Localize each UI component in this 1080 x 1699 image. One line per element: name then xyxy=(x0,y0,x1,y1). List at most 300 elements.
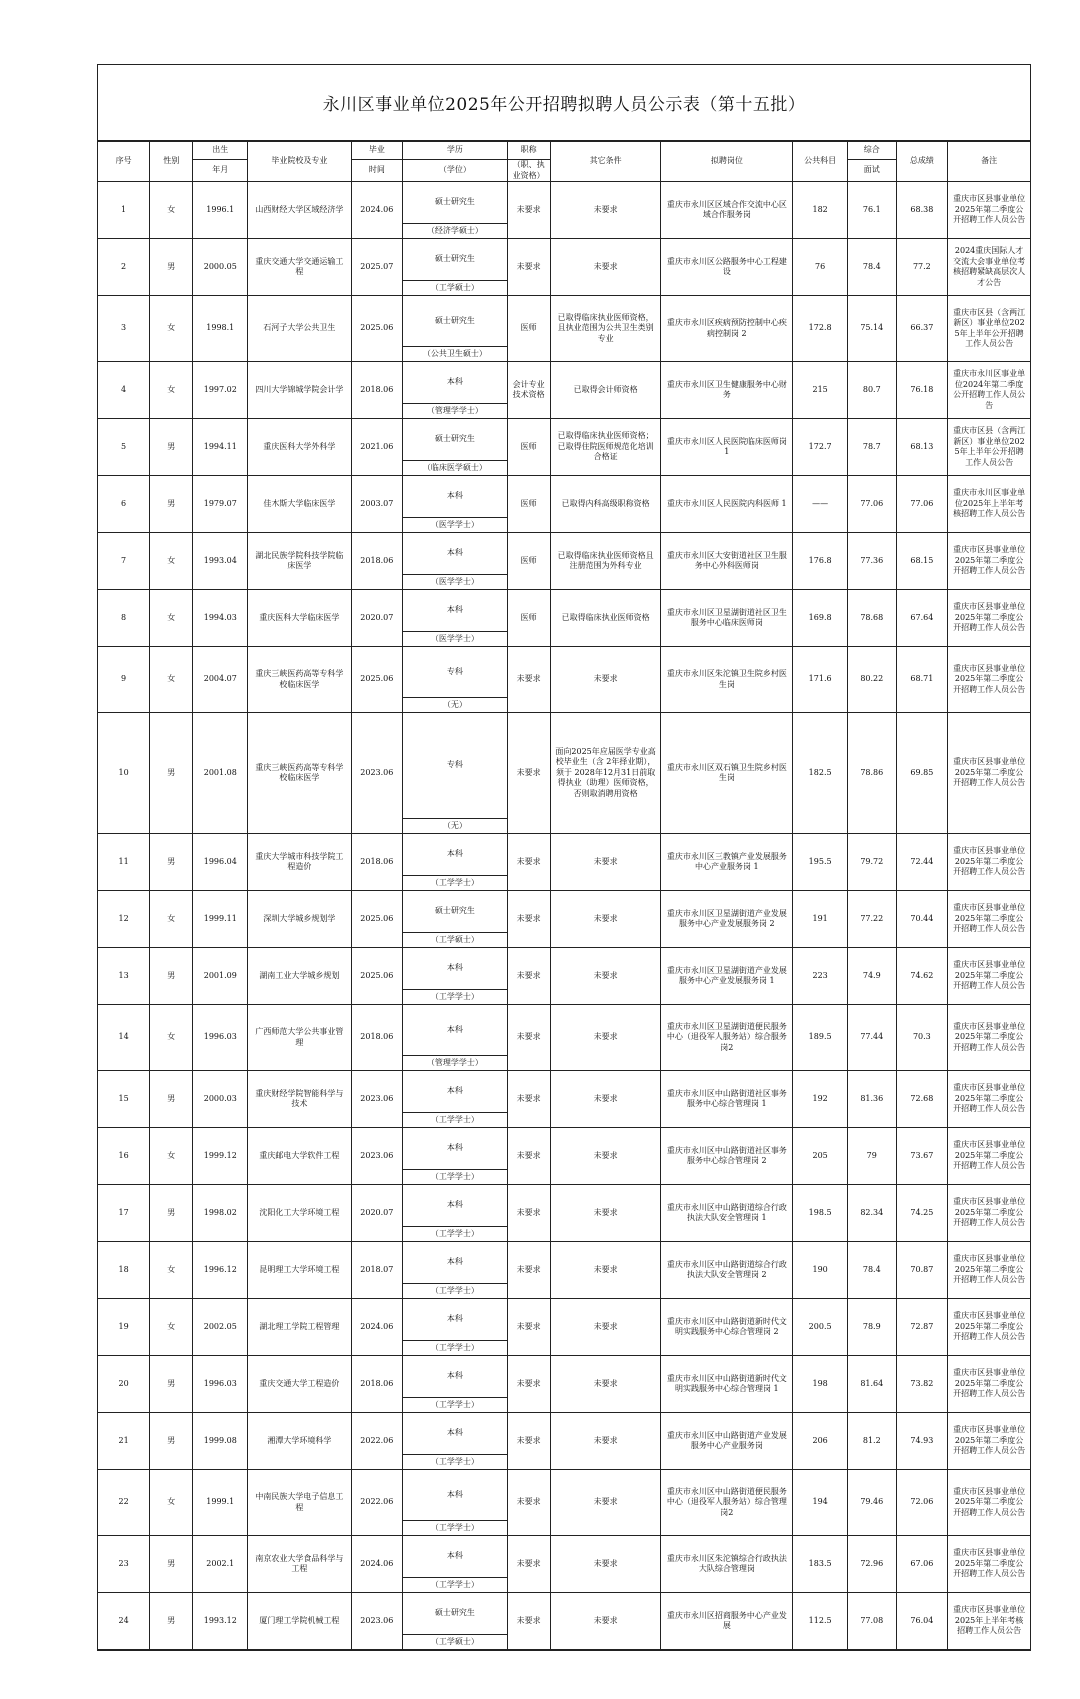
table-row xyxy=(98,1470,1030,1536)
cell-total: 72.87 xyxy=(896,1299,948,1356)
cell-grad: 2021.06 xyxy=(351,419,403,476)
cell-written: 198 xyxy=(793,1356,848,1413)
cell-degree: （工学学士） xyxy=(403,1454,506,1469)
table-row xyxy=(98,1242,1030,1299)
cell-title: 未要求 xyxy=(507,1536,550,1593)
col-total: 总成绩 xyxy=(896,142,948,182)
col-composite-bottom: 面试 xyxy=(848,160,896,182)
cell-seq: 16 xyxy=(98,1128,150,1185)
cell-grad: 2023.06 xyxy=(351,1593,403,1650)
cell-degree: （医学学士） xyxy=(403,517,506,532)
cell-education xyxy=(403,1536,507,1593)
table-row xyxy=(98,590,1030,647)
cell-grad: 2025.06 xyxy=(351,647,403,713)
cell-degree: （工学硕士） xyxy=(403,1634,506,1649)
cell-edu-level: 本科 xyxy=(446,1489,463,1499)
cell-degree: （工学学士） xyxy=(403,1112,506,1127)
cell-written: 192 xyxy=(793,1071,848,1128)
cell-birth: 2002.05 xyxy=(193,1299,248,1356)
cell-school: 重庆三峡医药高等专科学校临床医学 xyxy=(248,713,351,834)
cell-remark: 重庆市区县事业单位 2025年第二季度公开招聘工作人员公告 xyxy=(948,1128,1030,1185)
cell-interview: 79 xyxy=(848,1128,896,1185)
cell-degree: （工学学士） xyxy=(403,875,506,890)
cell-interview: 74.9 xyxy=(848,948,896,1005)
cell-school: 深圳大学城乡规划学 xyxy=(248,891,351,948)
table-row xyxy=(98,533,1030,590)
cell-remark: 重庆市区县事业单位 2025年第二季度公开招聘工作人员公告 xyxy=(948,891,1030,948)
cell-school: 山西财经大学区域经济学 xyxy=(248,182,351,239)
cell-seq: 24 xyxy=(98,1593,150,1650)
cell-gender: 女 xyxy=(150,362,193,419)
cell-school: 石河子大学公共卫生 xyxy=(248,296,351,362)
cell-remark: 重庆市区县（含两江新区）事业单位2025年上半年公开招聘工作人员公告 xyxy=(948,296,1030,362)
cell-other: 未要求 xyxy=(550,1071,661,1128)
cell-gender: 男 xyxy=(150,713,193,834)
cell-birth: 2004.07 xyxy=(193,647,248,713)
cell-birth: 1997.02 xyxy=(193,362,248,419)
table-row xyxy=(98,948,1030,1005)
cell-written: 182 xyxy=(793,182,848,239)
cell-education xyxy=(403,476,507,533)
cell-total: 68.38 xyxy=(896,182,948,239)
col-birth-top: 出生 xyxy=(193,142,248,160)
cell-other: 面向2025年应届医学专业高校毕业生（含 2年择业期），须于 2028年12月31日前取得执业（助理）医师资格，否则取消聘用资格 xyxy=(550,713,661,834)
cell-degree: （工学学士） xyxy=(403,1340,506,1355)
cell-edu-level: 本科 xyxy=(446,1371,463,1381)
cell-position: 重庆市永川区招商服务中心产业发展 xyxy=(661,1593,793,1650)
cell-interview: 81.36 xyxy=(848,1071,896,1128)
cell-written: 172.7 xyxy=(793,419,848,476)
cell-seq: 20 xyxy=(98,1356,150,1413)
cell-other: 未要求 xyxy=(550,1185,661,1242)
cell-remark: 重庆市区县事业单位 2025年第二季度公开招聘工作人员公告 xyxy=(948,1071,1030,1128)
cell-remark: 重庆市区县事业单位 2025年第二季度公开招聘工作人员公告 xyxy=(948,1536,1030,1593)
cell-other: 未要求 xyxy=(550,1470,661,1536)
cell-total: 73.67 xyxy=(896,1128,948,1185)
table-row xyxy=(98,834,1030,891)
cell-birth: 1999.1 xyxy=(193,1470,248,1536)
cell-total: 77.2 xyxy=(896,239,948,296)
cell-other: 未要求 xyxy=(550,1593,661,1650)
cell-birth: 1994.03 xyxy=(193,590,248,647)
cell-title: 未要求 xyxy=(507,948,550,1005)
cell-remark: 重庆市区县事业单位 2025年第二季度公开招聘工作人员公告 xyxy=(948,1005,1030,1071)
cell-total: 76.18 xyxy=(896,362,948,419)
cell-position: 重庆市永川区卫星湖街道产业发展服务中心产业发展服务岗 1 xyxy=(661,948,793,1005)
cell-degree: （无） xyxy=(403,818,506,833)
cell-gender: 男 xyxy=(150,1185,193,1242)
cell-birth: 1993.04 xyxy=(193,533,248,590)
cell-school: 重庆交通大学工程造价 xyxy=(248,1356,351,1413)
table-row xyxy=(98,476,1030,533)
cell-title: 未要求 xyxy=(507,1470,550,1536)
cell-total: 74.25 xyxy=(896,1185,948,1242)
cell-written: 195.5 xyxy=(793,834,848,891)
cell-degree: （管理学学士） xyxy=(403,403,506,418)
cell-grad: 2022.06 xyxy=(351,1470,403,1536)
cell-grad: 2018.06 xyxy=(351,1005,403,1071)
cell-seq: 7 xyxy=(98,533,150,590)
cell-degree: （医学学士） xyxy=(403,574,506,589)
cell-total: 69.85 xyxy=(896,713,948,834)
cell-written: 172.8 xyxy=(793,296,848,362)
cell-school: 广西师范大学公共事业管理 xyxy=(248,1005,351,1071)
cell-remark: 重庆市区县事业单位 2025年第二季度公开招聘工作人员公告 xyxy=(948,713,1030,834)
cell-school: 佳木斯大学临床医学 xyxy=(248,476,351,533)
cell-grad: 2003.07 xyxy=(351,476,403,533)
cell-written: 183.5 xyxy=(793,1536,848,1593)
cell-edu-level: 本科 xyxy=(446,963,463,973)
cell-degree: （工学学士） xyxy=(403,1169,506,1184)
notice-sheet xyxy=(97,64,1031,1651)
cell-other: 未要求 xyxy=(550,182,661,239)
cell-position: 重庆市永川区大安街道社区卫生服务中心外科医师岗 xyxy=(661,533,793,590)
cell-position: 重庆市永川区朱沱镇卫生院乡村医生岗 xyxy=(661,647,793,713)
cell-position: 重庆市永川区朱沱镇综合行政执法大队综合管理岗 xyxy=(661,1536,793,1593)
cell-school: 湘潭大学环境科学 xyxy=(248,1413,351,1470)
cell-remark: 重庆市区县事业单位 2025年第二季度公开招聘工作人员公告 xyxy=(948,1299,1030,1356)
cell-interview: 78.9 xyxy=(848,1299,896,1356)
col-edu-top: 学历 xyxy=(403,142,507,160)
cell-school: 沈阳化工大学环境工程 xyxy=(248,1185,351,1242)
cell-grad: 2025.06 xyxy=(351,948,403,1005)
cell-written: 191 xyxy=(793,891,848,948)
cell-edu-level: 硕士研究生 xyxy=(434,315,475,325)
cell-education xyxy=(403,1185,507,1242)
cell-seq: 1 xyxy=(98,182,150,239)
cell-seq: 5 xyxy=(98,419,150,476)
cell-seq: 11 xyxy=(98,834,150,891)
cell-school: 中南民族大学电子信息工程 xyxy=(248,1470,351,1536)
cell-grad: 2025.06 xyxy=(351,296,403,362)
cell-grad: 2024.06 xyxy=(351,1536,403,1593)
cell-education xyxy=(403,1299,507,1356)
cell-seq: 4 xyxy=(98,362,150,419)
cell-other: 未要求 xyxy=(550,948,661,1005)
cell-gender: 女 xyxy=(150,891,193,948)
col-edu-bottom: （学位） xyxy=(403,160,507,182)
cell-written: 215 xyxy=(793,362,848,419)
table-row xyxy=(98,1299,1030,1356)
cell-school: 湖北民族学院科技学院临床医学 xyxy=(248,533,351,590)
col-written: 公共科目 xyxy=(793,142,848,182)
cell-edu-level: 硕士研究生 xyxy=(434,906,475,916)
cell-grad: 2020.07 xyxy=(351,1185,403,1242)
cell-remark: 重庆市区县事业单位 2025年第二季度公开招聘工作人员公告 xyxy=(948,834,1030,891)
cell-edu-level: 专科 xyxy=(446,666,463,676)
cell-other: 未要求 xyxy=(550,1356,661,1413)
cell-interview: 77.06 xyxy=(848,476,896,533)
cell-other: 已取得会计师资格 xyxy=(550,362,661,419)
cell-gender: 男 xyxy=(150,1413,193,1470)
cell-interview: 75.14 xyxy=(848,296,896,362)
cell-degree: （工学硕士） xyxy=(403,932,506,947)
cell-position: 重庆市永川区中山路街道社区事务服务中心综合管理岗 2 xyxy=(661,1128,793,1185)
cell-birth: 1996.03 xyxy=(193,1005,248,1071)
cell-gender: 女 xyxy=(150,1005,193,1071)
cell-edu-level: 硕士研究生 xyxy=(434,434,475,444)
cell-total: 72.44 xyxy=(896,834,948,891)
cell-other: 未要求 xyxy=(550,1536,661,1593)
cell-title: 医师 xyxy=(507,296,550,362)
cell-title: 未要求 xyxy=(507,834,550,891)
cell-seq: 9 xyxy=(98,647,150,713)
table-row xyxy=(98,1005,1030,1071)
col-remark: 备注 xyxy=(948,142,1030,182)
cell-title: 未要求 xyxy=(507,713,550,834)
cell-interview: 79.72 xyxy=(848,834,896,891)
cell-remark: 重庆市永川区事业单位2025年上半年考核招聘工作人员公告 xyxy=(948,476,1030,533)
cell-other: 未要求 xyxy=(550,1299,661,1356)
cell-edu-level: 本科 xyxy=(446,605,463,615)
cell-other: 未要求 xyxy=(550,239,661,296)
cell-birth: 2001.08 xyxy=(193,713,248,834)
cell-birth: 1999.11 xyxy=(193,891,248,948)
cell-gender: 女 xyxy=(150,590,193,647)
cell-seq: 10 xyxy=(98,713,150,834)
table-row xyxy=(98,1536,1030,1593)
cell-seq: 17 xyxy=(98,1185,150,1242)
cell-interview: 72.96 xyxy=(848,1536,896,1593)
cell-position: 重庆市永川区三教镇产业发展服务中心产业服务岗 1 xyxy=(661,834,793,891)
candidates-table xyxy=(98,141,1030,1650)
cell-position: 重庆市永川区中山路街道新时代文明实践服务中心综合管理岗 1 xyxy=(661,1356,793,1413)
cell-school: 重庆医科大学临床医学 xyxy=(248,590,351,647)
cell-written: 189.5 xyxy=(793,1005,848,1071)
cell-interview: 77.22 xyxy=(848,891,896,948)
cell-grad: 2018.06 xyxy=(351,1356,403,1413)
cell-school: 重庆交通大学交通运输工程 xyxy=(248,239,351,296)
cell-written: 169.8 xyxy=(793,590,848,647)
cell-education xyxy=(403,1071,507,1128)
cell-written: 76 xyxy=(793,239,848,296)
cell-gender: 男 xyxy=(150,1071,193,1128)
cell-title: 未要求 xyxy=(507,1242,550,1299)
cell-position: 重庆市永川区双石镇卫生院乡村医生岗 xyxy=(661,713,793,834)
cell-interview: 78.4 xyxy=(848,1242,896,1299)
cell-education xyxy=(403,1356,507,1413)
cell-seq: 3 xyxy=(98,296,150,362)
cell-seq: 15 xyxy=(98,1071,150,1128)
cell-education xyxy=(403,1242,507,1299)
cell-birth: 1996.12 xyxy=(193,1242,248,1299)
cell-position: 重庆市永川区卫星湖街道社区卫生服务中心临床医师岗 xyxy=(661,590,793,647)
cell-other: 未要求 xyxy=(550,1005,661,1071)
cell-school: 重庆邮电大学软件工程 xyxy=(248,1128,351,1185)
table-row xyxy=(98,1128,1030,1185)
cell-title: 未要求 xyxy=(507,239,550,296)
cell-written: 194 xyxy=(793,1470,848,1536)
col-title-bottom: （职、执业资格） xyxy=(507,160,550,182)
cell-written: 205 xyxy=(793,1128,848,1185)
cell-total: 73.82 xyxy=(896,1356,948,1413)
cell-other: 未要求 xyxy=(550,891,661,948)
cell-other: 已取得临床执业医师资格；已取得住院医师规范化培训合格证 xyxy=(550,419,661,476)
cell-edu-level: 本科 xyxy=(446,1086,463,1096)
cell-total: 70.3 xyxy=(896,1005,948,1071)
cell-grad: 2025.06 xyxy=(351,891,403,948)
cell-seq: 2 xyxy=(98,239,150,296)
cell-written: 206 xyxy=(793,1413,848,1470)
table-row xyxy=(98,647,1030,713)
header-row-top xyxy=(98,142,1030,160)
cell-title: 未要求 xyxy=(507,182,550,239)
cell-interview: 78.7 xyxy=(848,419,896,476)
cell-position: 重庆市永川区中山路街道社区事务服务中心综合管理岗 1 xyxy=(661,1071,793,1128)
cell-school: 湖北理工学院工程管理 xyxy=(248,1299,351,1356)
cell-gender: 男 xyxy=(150,476,193,533)
cell-degree: （工学学士） xyxy=(403,1283,506,1298)
cell-other: 未要求 xyxy=(550,647,661,713)
cell-education xyxy=(403,296,507,362)
page-title: 永川区事业单位2025年公开招聘拟聘人员公示表（第十五批） xyxy=(98,65,1030,141)
col-birth-bottom: 年月 xyxy=(193,160,248,182)
cell-education xyxy=(403,948,507,1005)
table-row xyxy=(98,419,1030,476)
cell-interview: 77.08 xyxy=(848,1593,896,1650)
cell-seq: 14 xyxy=(98,1005,150,1071)
cell-birth: 1994.11 xyxy=(193,419,248,476)
cell-position: 重庆市永川区中山路街道综合行政执法大队安全管理岗 1 xyxy=(661,1185,793,1242)
table-row xyxy=(98,1593,1030,1650)
cell-education xyxy=(403,362,507,419)
table-row xyxy=(98,239,1030,296)
cell-birth: 1996.03 xyxy=(193,1356,248,1413)
cell-seq: 19 xyxy=(98,1299,150,1356)
cell-other: 未要求 xyxy=(550,834,661,891)
cell-position: 重庆市永川区中山路街道新时代文明实践服务中心综合管理岗 2 xyxy=(661,1299,793,1356)
cell-other: 未要求 xyxy=(550,1128,661,1185)
col-school: 毕业院校及专业 xyxy=(248,142,351,182)
cell-total: 76.04 xyxy=(896,1593,948,1650)
cell-title: 未要求 xyxy=(507,1005,550,1071)
cell-birth: 2002.1 xyxy=(193,1536,248,1593)
cell-edu-level: 本科 xyxy=(446,1024,463,1034)
cell-birth: 2001.09 xyxy=(193,948,248,1005)
col-grad-bottom: 时间 xyxy=(351,160,403,182)
cell-position: 重庆市永川区区域合作交流中心区域合作服务岗 xyxy=(661,182,793,239)
cell-title: 医师 xyxy=(507,533,550,590)
cell-gender: 男 xyxy=(150,419,193,476)
table-row xyxy=(98,713,1030,834)
cell-grad: 2023.06 xyxy=(351,1071,403,1128)
cell-degree: （工学学士） xyxy=(403,1397,506,1412)
cell-title: 未要求 xyxy=(507,1356,550,1413)
cell-edu-level: 本科 xyxy=(446,377,463,387)
cell-written: 223 xyxy=(793,948,848,1005)
cell-education xyxy=(403,533,507,590)
cell-interview: 78.86 xyxy=(848,713,896,834)
cell-other: 已取得临床执业医师资格，且执业范围为公共卫生类别专业 xyxy=(550,296,661,362)
cell-remark: 2024重庆国际人才交流大会事业单位考核招聘紧缺高层次人才公告 xyxy=(948,239,1030,296)
table-row xyxy=(98,362,1030,419)
cell-seq: 21 xyxy=(98,1413,150,1470)
cell-written: 182.5 xyxy=(793,713,848,834)
cell-grad: 2018.06 xyxy=(351,362,403,419)
cell-total: 67.64 xyxy=(896,590,948,647)
cell-grad: 2022.06 xyxy=(351,1413,403,1470)
cell-birth: 1996.1 xyxy=(193,182,248,239)
cell-written: 171.6 xyxy=(793,647,848,713)
cell-school: 重庆大学城市科技学院工程造价 xyxy=(248,834,351,891)
cell-education xyxy=(403,590,507,647)
cell-degree: （医学学士） xyxy=(403,631,506,646)
cell-degree: （工学学士） xyxy=(403,1577,506,1592)
cell-remark: 重庆市区县事业单位 2025年第二季度公开招聘工作人员公告 xyxy=(948,1185,1030,1242)
cell-seq: 8 xyxy=(98,590,150,647)
cell-title: 未要求 xyxy=(507,1128,550,1185)
cell-seq: 6 xyxy=(98,476,150,533)
cell-edu-level: 硕士研究生 xyxy=(434,254,475,264)
col-title-top: 职称 xyxy=(507,142,550,160)
cell-school: 昆明理工大学环境工程 xyxy=(248,1242,351,1299)
cell-gender: 男 xyxy=(150,1536,193,1593)
cell-gender: 女 xyxy=(150,1299,193,1356)
cell-edu-level: 本科 xyxy=(446,1551,463,1561)
cell-interview: 76.1 xyxy=(848,182,896,239)
cell-birth: 1999.08 xyxy=(193,1413,248,1470)
cell-written: 198.5 xyxy=(793,1185,848,1242)
cell-grad: 2025.07 xyxy=(351,239,403,296)
cell-interview: 78.68 xyxy=(848,590,896,647)
cell-school: 重庆医科大学外科学 xyxy=(248,419,351,476)
cell-education xyxy=(403,419,507,476)
cell-birth: 1993.12 xyxy=(193,1593,248,1650)
cell-interview: 82.34 xyxy=(848,1185,896,1242)
cell-education xyxy=(403,1413,507,1470)
table-row xyxy=(98,1413,1030,1470)
cell-gender: 女 xyxy=(150,1470,193,1536)
cell-written: —— xyxy=(793,476,848,533)
cell-position: 重庆市永川区卫生健康服务中心财务 xyxy=(661,362,793,419)
cell-interview: 78.4 xyxy=(848,239,896,296)
cell-total: 66.37 xyxy=(896,296,948,362)
cell-education xyxy=(403,1128,507,1185)
cell-remark: 重庆市区县事业单位 2025年第二季度公开招聘工作人员公告 xyxy=(948,647,1030,713)
cell-birth: 1996.04 xyxy=(193,834,248,891)
cell-edu-level: 本科 xyxy=(446,491,463,501)
cell-school: 南京农业大学食品科学与工程 xyxy=(248,1536,351,1593)
cell-degree: （工学学士） xyxy=(403,1226,506,1241)
cell-gender: 男 xyxy=(150,1593,193,1650)
cell-title: 医师 xyxy=(507,590,550,647)
cell-school: 厦门理工学院机械工程 xyxy=(248,1593,351,1650)
cell-total: 70.44 xyxy=(896,891,948,948)
cell-degree: （无） xyxy=(403,697,506,712)
cell-remark: 重庆市区县（含两江新区）事业单位2025年上半年公开招聘工作人员公告 xyxy=(948,419,1030,476)
cell-remark: 重庆市区县事业单位 2025年第二季度公开招聘工作人员公告 xyxy=(948,1470,1030,1536)
col-position: 拟聘岗位 xyxy=(661,142,793,182)
cell-degree: （工学学士） xyxy=(403,989,506,1004)
cell-other: 已取得临床执业医师资格 xyxy=(550,590,661,647)
cell-title: 未要求 xyxy=(507,1593,550,1650)
cell-education xyxy=(403,647,507,713)
cell-edu-level: 专科 xyxy=(446,760,463,770)
cell-edu-level: 本科 xyxy=(446,1143,463,1153)
cell-school: 湖南工业大学城乡规划 xyxy=(248,948,351,1005)
cell-title: 医师 xyxy=(507,476,550,533)
cell-degree: （公共卫生硕士） xyxy=(403,346,506,361)
cell-grad: 2018.06 xyxy=(351,533,403,590)
cell-total: 68.15 xyxy=(896,533,948,590)
cell-other: 已取得临床执业医师资格且注册范围为外科专业 xyxy=(550,533,661,590)
table-row xyxy=(98,182,1030,239)
cell-gender: 女 xyxy=(150,182,193,239)
cell-school: 四川大学锦城学院会计学 xyxy=(248,362,351,419)
cell-seq: 18 xyxy=(98,1242,150,1299)
cell-total: 68.71 xyxy=(896,647,948,713)
cell-other: 已取得内科高级职称资格 xyxy=(550,476,661,533)
